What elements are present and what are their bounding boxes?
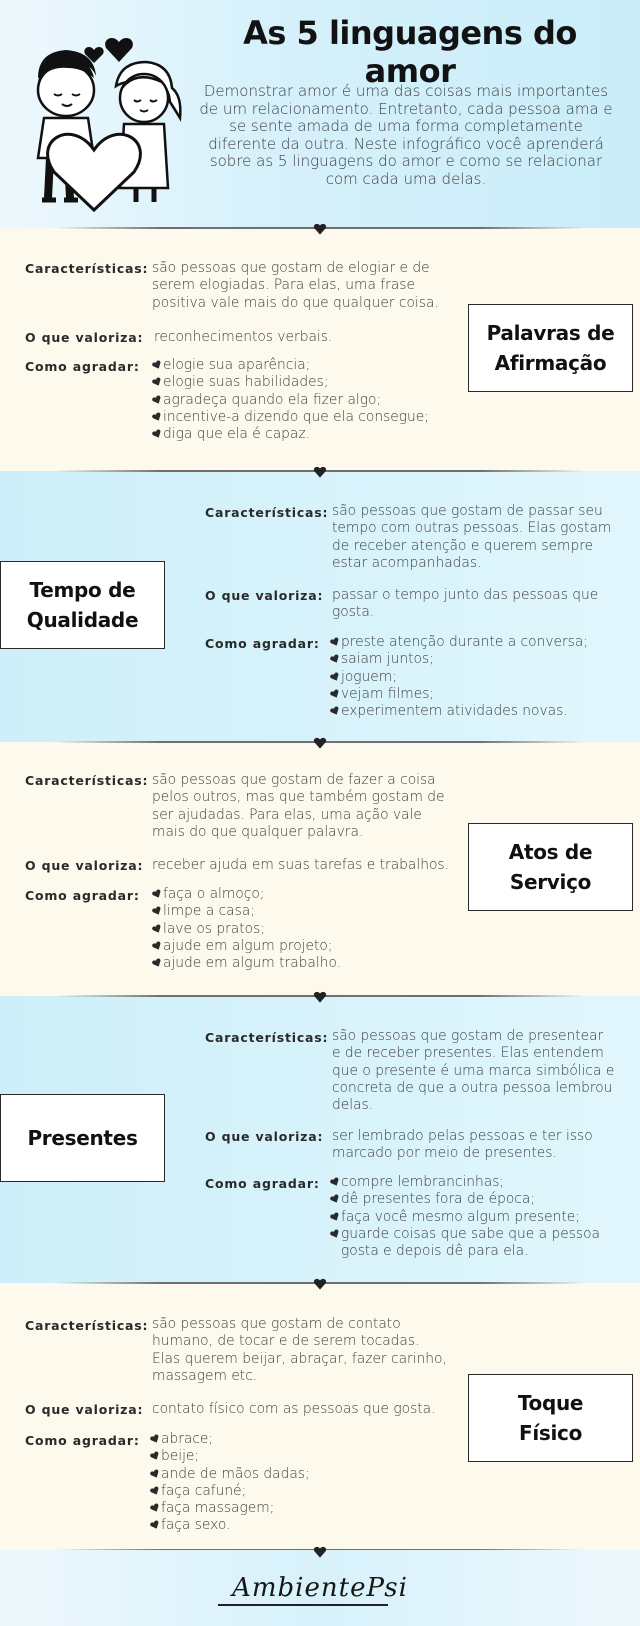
language-name: Tempo de Qualidade [26,578,139,632]
list-item-text: lave os pratos; [163,920,265,937]
list-item-text: abrace; [161,1431,214,1447]
list-item-text: beije; [161,1448,200,1465]
list-item [150,1466,450,1483]
list-item [330,1191,620,1208]
list-item [330,1174,620,1191]
como-agradar-list [150,1431,450,1535]
heart-bullet-icon [330,1177,340,1187]
heart-icon [313,1545,327,1559]
heart-bullet-icon [152,412,162,422]
label-o-que-valoriza: O que valoriza: [25,858,144,873]
list-item [330,1209,620,1226]
valoriza-text: receber ajuda em suas tarefas e trabalhos. [152,857,449,873]
list-item-text: joguem; [341,668,397,685]
list-item-text: faça você mesmo algum presente; [341,1208,580,1225]
list-item [150,1448,450,1465]
list-item-text: preste atenção durante a conversa; [341,634,588,650]
label-caracteristicas: Características: [205,1030,329,1045]
label-como-agradar: Como agradar: [25,1433,140,1448]
list-item-text: dê presentes fora de época; [341,1191,535,1208]
list-item [152,886,452,903]
list-item [150,1517,450,1534]
list-item [152,938,452,955]
language-card [468,304,633,392]
heart-icon [313,990,327,1004]
list-item-text: saiam juntos; [341,651,434,668]
list-item [330,1226,620,1261]
heart-icon [313,1277,327,1291]
heart-bullet-icon [152,958,162,968]
list-item-text: faça o almoço; [163,886,265,902]
language-name: Presentes [27,1126,138,1150]
label-como-agradar: Como agradar: [205,1176,320,1191]
label-caracteristicas: Características: [205,505,329,520]
language-card [468,1374,633,1462]
brand-logo: AmbientePsi [232,1573,408,1603]
caracteristicas-text: são pessoas que gostam de presentear e de receber presentes. Elas entendem que o presente é uma marca simbólica e concreta de que a outra pessoa lembrou delas. [332,1028,615,1114]
heart-bullet-icon [152,924,162,934]
list-item-text: faça massagem; [161,1500,275,1517]
heart-bullet-icon [152,360,162,370]
heart-bullet-icon [330,672,340,682]
caracteristicas-text: são pessoas que gostam de contato humano, de tocar e de serem tocadas. Elas querem beijar, abraçar, fazer carinho, massagem etc. [152,1316,447,1384]
list-item-text: agradeça quando ela fizer algo; [163,391,382,408]
heart-bullet-icon [330,689,340,699]
heart-bullet-icon [150,1434,160,1444]
list-item [152,426,452,443]
list-item [152,357,452,374]
heart-bullet-icon [330,654,340,664]
list-item-text: compre lembrancinhas; [341,1174,505,1190]
heart-bullet-icon [152,429,162,439]
heart-bullet-icon [150,1451,160,1461]
label-como-agradar: Como agradar: [25,888,140,903]
list-item [330,651,620,668]
heart-bullet-icon [330,706,340,716]
como-agradar-list [330,634,620,720]
como-agradar-list [152,357,452,443]
heart-bullet-icon [330,637,340,647]
label-o-que-valoriza: O que valoriza: [205,1129,324,1144]
heart-bullet-icon [330,1212,340,1222]
list-item [152,392,452,409]
label-o-que-valoriza: O que valoriza: [25,330,144,345]
list-item-text: ajude em algum trabalho. [163,955,342,972]
como-agradar-list [330,1174,620,1260]
heart-icon [313,736,327,750]
language-card [468,823,633,911]
list-item-text: ajude em algum projeto; [163,937,333,954]
heart-bullet-icon [150,1486,160,1496]
list-item [152,409,452,426]
header [0,0,640,228]
list-item [152,921,452,938]
list-item [152,374,452,391]
list-item-text: experimentem atividades novas. [341,703,568,720]
list-item-text: elogie sua aparência; [163,357,311,373]
list-item-text: incentive-a dizendo que ela consegue; [163,408,429,425]
heart-bullet-icon [330,1229,340,1239]
language-name: Toque Físico [517,1391,584,1445]
language-card [0,1094,165,1182]
list-item [150,1431,450,1448]
heart-bullet-icon [330,1194,340,1204]
list-item-text: vejam filmes; [341,685,435,702]
list-item-text: faça sexo. [161,1517,231,1534]
label-caracteristicas: Características: [25,261,149,276]
list-item-text: faça cafuné; [161,1482,247,1499]
heart-bullet-icon [150,1520,160,1530]
list-item [330,686,620,703]
label-o-que-valoriza: O que valoriza: [205,588,324,603]
valoriza-text: reconhecimentos verbais. [154,329,333,345]
list-item-text: diga que ela é capaz. [163,426,311,443]
couple-illustration-icon [16,38,196,213]
list-item [152,903,452,920]
heart-icon [313,465,327,479]
como-agradar-list [152,886,452,972]
valoriza-text: ser lembrado pelas pessoas e ter isso marcado por meio de presentes. [332,1128,593,1162]
list-item-text: ande de mãos dadas; [161,1465,310,1482]
label-caracteristicas: Características: [25,1318,149,1333]
label-o-que-valoriza: O que valoriza: [25,1402,144,1417]
list-item [150,1483,450,1500]
list-item-text: guarde coisas que sabe que a pessoa gosta e depois dê para ela. [341,1225,601,1260]
heart-bullet-icon [152,377,162,387]
heart-bullet-icon [152,889,162,899]
list-item [330,634,620,651]
heart-bullet-icon [152,941,162,951]
caracteristicas-text: são pessoas que gostam de elogiar e de serem elogiadas. Para elas, uma frase positiva vale mais do que qualquer coisa. [152,260,439,311]
list-item [330,669,620,686]
heart-icon [313,222,327,236]
language-name: Atos de Serviço [508,840,593,894]
label-como-agradar: Como agradar: [205,636,320,651]
list-item-text: limpe a casa; [163,903,255,920]
label-como-agradar: Como agradar: [25,359,140,374]
brand-underline [218,1604,388,1606]
valoriza-text: passar o tempo junto das pessoas que gosta. [332,587,599,621]
language-name: Palavras de Afirmação [486,321,615,375]
heart-bullet-icon [152,906,162,916]
heart-bullet-icon [152,395,162,405]
label-caracteristicas: Características: [25,773,149,788]
valoriza-text: contato físico com as pessoas que gosta. [152,1401,436,1417]
intro-text: Demonstrar amor é uma das coisas mais importantes de um relacionamento. Entretanto, cada pessoa ama e se sente amada de uma forma completamente diferente da outra. Neste infográfico você aprenderá sobre as 5 linguagens do amor e como se relacionar com cada uma delas. [199,82,613,188]
list-item [150,1500,450,1517]
heart-bullet-icon [150,1469,160,1479]
caracteristicas-text: são pessoas que gostam de passar seu tempo com outras pessoas. Elas gostam de receber atenção e querem sempre estar acompanhadas. [332,503,612,571]
page-title: As 5 linguagens do amor [243,14,577,90]
list-item [152,955,452,972]
heart-bullet-icon [150,1503,160,1513]
list-item [330,703,620,720]
caracteristicas-text: são pessoas que gostam de fazer a coisa pelos outros, mas que também gostam de ser ajudadas. Para elas, uma ação vale mais do que qualquer palavra. [152,772,445,840]
language-card [0,561,165,649]
list-item-text: elogie suas habilidades; [163,374,329,391]
